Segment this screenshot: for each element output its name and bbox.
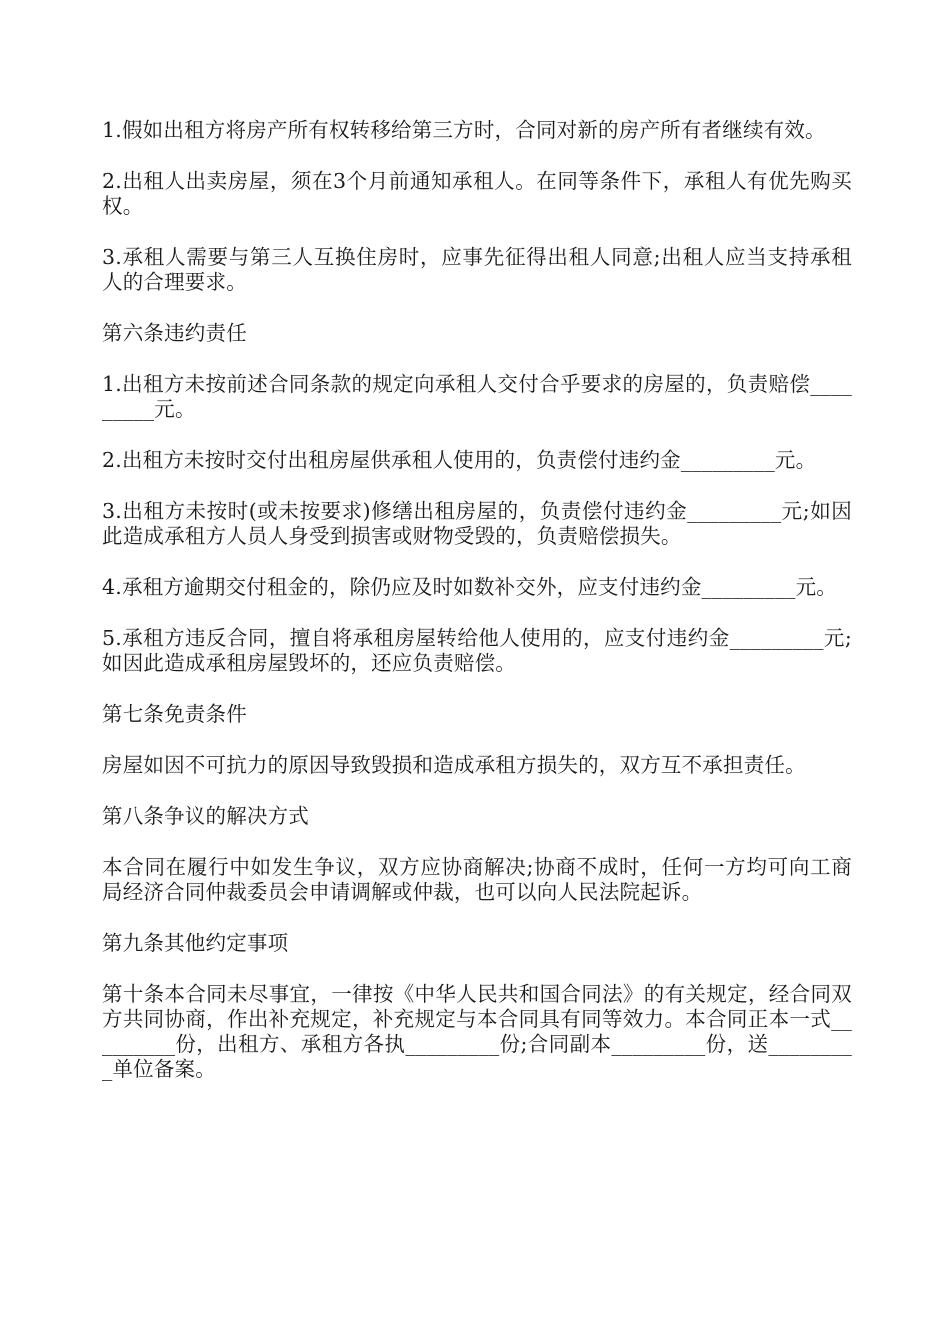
document-body [102,118,852,1108]
clause-housing-exchange: 3.承租人需要与第三人互换住房时，应事先征得出租人同意;出租人应当支持承租人的合理要求。 [102,245,852,294]
clause-transfer-ownership: 1.假如出租方将房产所有权转移给第三方时，合同对新的房产所有者继续有效。 [102,118,826,142]
clause-breach-4: 4.承租方逾期交付租金的，除仍应及时如数补交外，应支付违约金_________元。 [102,575,838,599]
clause-breach-1: 1.出租方未按前述合同条款的规定向承租人交付合乎要求的房屋的，负责赔偿_________元。 [102,372,852,421]
clause-breach-2: 2.出租方未按时交付出租房屋供承租人使用的，负责偿付违约金_________元。 [102,448,817,472]
clause-dispute-resolution: 本合同在履行中如发生争议，双方应协商解决;协商不成时，任何一方均可向工商局经济合同仲裁委员会申请调解或仲裁，也可以向人民法院起诉。 [102,855,852,904]
clause-sale-notice: 2.出租人出卖房屋，须在3个月前通知承租人。在同等条件下，承租人有优先购买权。 [102,169,852,218]
section-heading-article-6: 第六条违约责任 [102,321,247,345]
section-heading-article-7: 第七条免责条件 [102,702,247,726]
section-heading-article-8: 第八条争议的解决方式 [102,804,309,828]
clause-breach-3: 3.出租方未按时(或未按要求)修缮出租房屋的，负责偿付违约金_________元;如因此造成承租方人员人身受到损害或财物受毁的，负责赔偿损失。 [102,499,852,548]
clause-article-10: 第十条本合同未尽事宜，一律按《中华人民共和国合同法》的有关规定，经合同双方共同协商，作出补充规定，补充规定与本合同具有同等效力。本合同正本一式_________份，出租方、承租方各执_________份;合同副本_________份，送_________单位备案。 [102,982,852,1081]
clause-force-majeure: 房屋如因不可抗力的原因导致毁损和造成承租方损失的，双方互不承担责任。 [102,753,806,777]
section-heading-article-9: 第九条其他约定事项 [102,931,289,955]
clause-breach-5: 5.承租方违反合同，擅自将承租房屋转给他人使用的，应支付违约金_________元;如因此造成承租房屋毁坏的，还应负责赔偿。 [102,626,852,675]
